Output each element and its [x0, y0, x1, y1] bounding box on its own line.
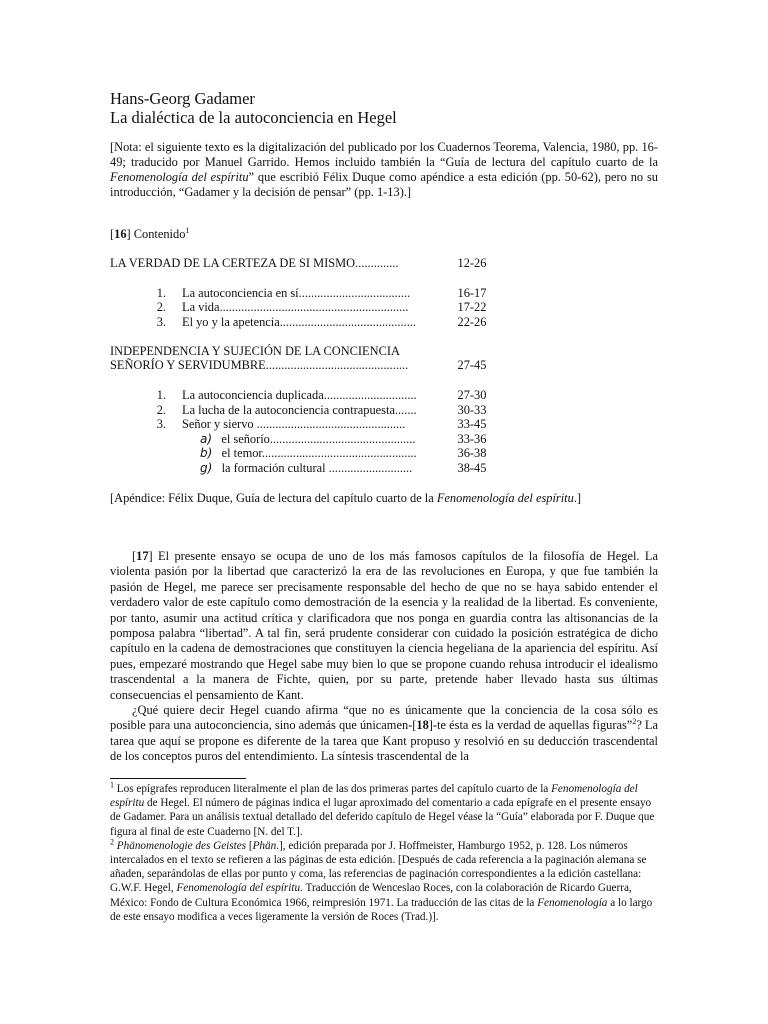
- footnote-1: $^1$ Los epígrafes reproducen literalmente el plan de las dos primeras partes del capítulo cuarto de la Fenomenología del espíritu de Hegel. El número de páginas indica el lugar aproximado del comentario a cada epígrafe en el presente ensayo de Gadamer. Para un análisis textual detallado del deferido capítulo de Hegel véase la “Guía” elaborada por F. Duque que figura al final de este Cuaderno [N. del T.].: [110, 780, 655, 838]
- paragraph: ¿Qué quiere decir Hegel cuando afirma “que no es únicamente que la conciencia de la cosa sólo es posible para una autoconciencia, sino además que únicamen-[18]-te ésta es la verdad de aquellas figuras”$^2$? La tarea que aquí se propone es diferente de la tarea que Kant propuso y resolvió en su deducción trascendental de los conceptos puros del entendimiento. La síntesis trascendental de la: [110, 703, 659, 764]
- toc-item-label: La lucha de la autoconciencia contrapuesta.......: [182, 403, 417, 417]
- toc-subitem-pages: 38-45: [457, 461, 487, 475]
- footnote-divider: [110, 778, 246, 779]
- toc-item-number: 2.: [156, 403, 166, 417]
- contents-heading: [16] Contenido$^1$: [110, 225, 190, 241]
- toc-subitem-pages: 33-36: [457, 432, 487, 446]
- toc-subitem: g) la formación cultural ...........................: [200, 461, 413, 475]
- toc-item-label: La autoconciencia duplicada..............................: [182, 388, 417, 402]
- toc-section-2-title-line1: INDEPENDENCIA Y SUJECIÓN DE LA CONCIENCIA: [110, 344, 400, 358]
- paragraph: [17] El presente ensayo se ocupa de uno de los más famosos capítulos de la filosofía de Hegel. La violenta pasión por la libertad que caracterizó la era de las revoluciones en Europa, y que fue también la pasión de Hegel, me parece ser precisamente responsable del hecho de que no se haya sabido entender el verdadero valor de este capítulo como demostración de la esencia y la realidad de la libertad. Es conveniente, por tanto, asumir una actitud crítica y clarificadora que nos ponga en guardia contra las altisonancias de la pomposa palabra “libertad”. A tal fin, será prudente considerar con cuidado la posición estratégica de dicho capítulo en la cadena de demostraciones que constituyen la ciencia hegeliana de la apariencia del espíritu. Así pues, empezaré mostrando que Hegel sabe muy bien lo que se propone cuando rehusa introducir el idealismo trascendental a la manera de Fichte, quien, por su parte, pretende haber llevado hasta sus últimas consecuencias el pensamiento de Kant.: [110, 549, 658, 702]
- footnote-ref: 2: [632, 717, 637, 727]
- toc-item-label: La autoconciencia en sí....................................: [182, 286, 411, 300]
- toc-item-number: 1.: [156, 286, 166, 300]
- toc-item-pages: 16-17: [457, 286, 487, 300]
- toc-subitem-pages: 36-38: [457, 446, 487, 460]
- toc-section-2-title-line2: SEÑORÍO Y SERVIDUMBRE..............................................: [110, 358, 409, 372]
- toc-section-1-title: LA VERDAD DE LA CERTEZA DE SI MISMO..............: [110, 256, 399, 270]
- toc-subitem: a) el señorío...............................................: [200, 432, 416, 446]
- page-title: La dialéctica de la autoconciencia en Hegel: [110, 108, 397, 127]
- toc-item-label: Señor y siervo ................................................: [182, 417, 406, 431]
- toc-item-pages: 33-45: [457, 417, 487, 431]
- editorial-note: [Nota: el siguiente texto es la digitalización del publicado por los Cuadernos Teorema, Valencia, 1980, pp. 16-49; traducido por Manuel Garrido. Hemos incluido también la “Guía de lectura del capítulo cuarto de la Fenomenología del espíritu” que escribió Félix Duque como apéndice a esta edición (pp. 50-62), pero no su introducción, “Gadamer y la decisión de pensar” (pp. 1-13).]: [110, 140, 658, 199]
- toc-item-pages: 27-30: [457, 388, 487, 402]
- toc-item-number: 1.: [156, 388, 166, 402]
- toc-item-number: 2.: [156, 300, 166, 314]
- toc-section-2-pages: 27-45: [457, 358, 487, 372]
- body-text: [110, 549, 658, 765]
- toc-section-1-pages: 12-26: [457, 256, 487, 270]
- author-heading: Hans-Georg Gadamer: [110, 89, 255, 108]
- toc-item-pages: 17-22: [457, 300, 487, 314]
- toc-item-pages: 30-33: [457, 403, 487, 417]
- toc-item-number: 3.: [156, 417, 166, 431]
- appendix-line: [Apéndice: Félix Duque, Guía de lectura del capítulo cuarto de la Fenomenología del espíritu.]: [110, 491, 582, 505]
- toc-item-number: 3.: [156, 315, 166, 329]
- footnote-2: $^2$ Phänomenologie des Geistes [Phän.], edición preparada por J. Hoffmeister, Hamburgo 1952, p. 128. Los números intercalados en el texto se refieren a las páginas de esta edición. [Después de cada referencia a la paginación alemana se añaden, separándolas de ellas por punto y coma, las referencias de paginación correspondientes a la edición castellana: G.W.F. Hegel, Fenomenología del espíritu. Traducción de Wenceslao Roces, con la colaboración de Ricardo Guerra, México: Fondo de Cultura Económica 1966, reimpresión 1971. La traducción de las citas de la Fenomenología a lo largo de este ensayo modifica a veces ligeramente la versión de Roces (Trad.)].: [110, 837, 653, 923]
- toc-item-pages: 22-26: [457, 315, 487, 329]
- toc-subitem: b) el temor..................................................: [200, 446, 417, 460]
- toc-item-label: La vida.............................................................: [182, 300, 409, 314]
- footnote-ref: 1: [185, 225, 190, 235]
- toc-item-label: El yo y la apetencia............................................: [182, 315, 417, 329]
- footnotes: [110, 782, 658, 924]
